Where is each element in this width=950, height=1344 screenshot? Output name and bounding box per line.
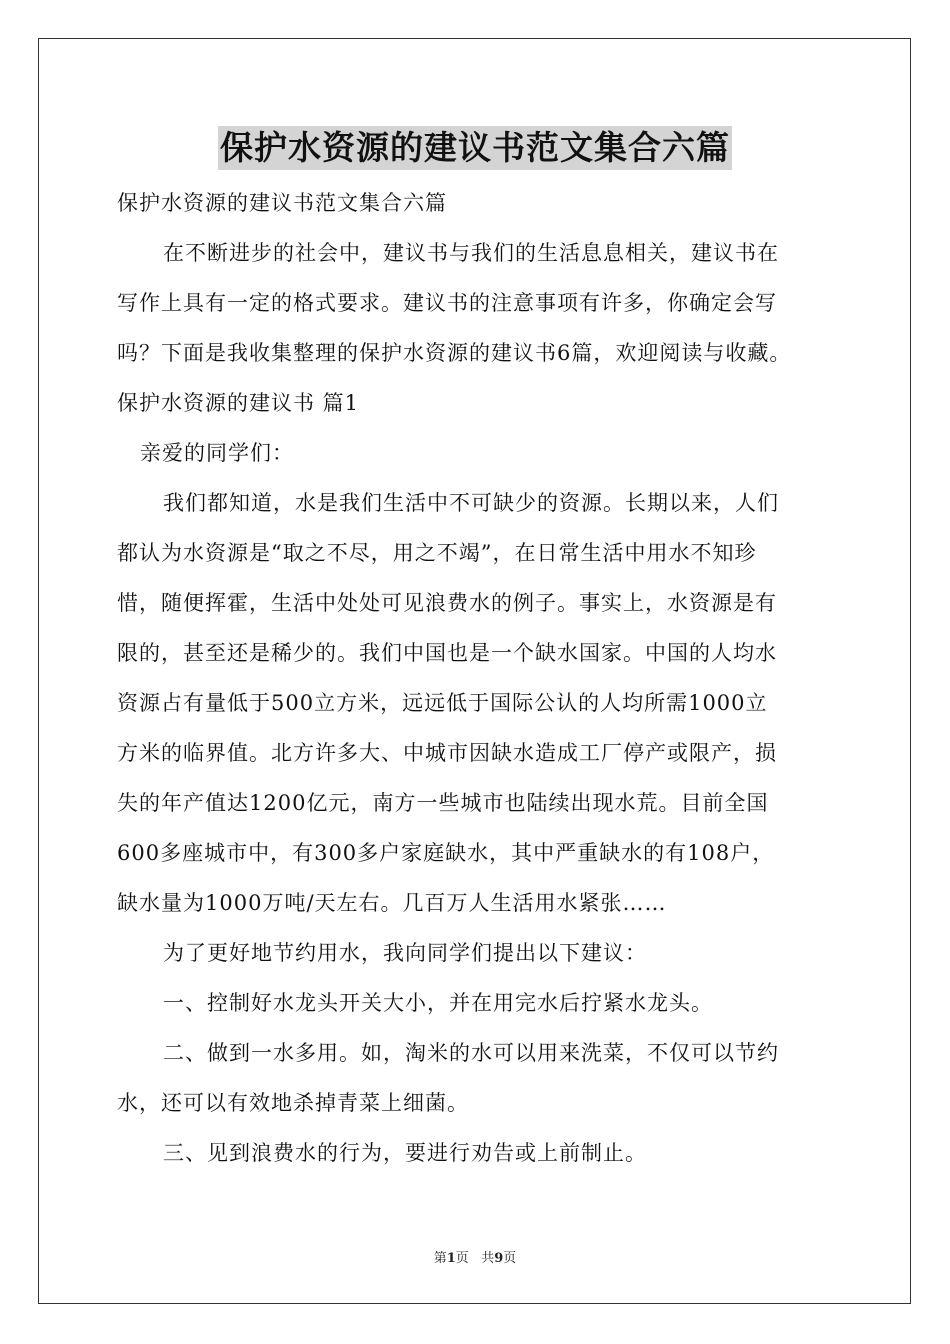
suggestion-item-3: 三、见到浪费水的行为，要进行劝告或上前制止。	[163, 1141, 647, 1165]
body-paragraph-line: 资源占有量低于500立方米，远远低于国际公认的人均所需1000立	[117, 691, 768, 715]
body-paragraph-line: 失的年产值达1200亿元，南方一些城市也陆续出现水荒。目前全国	[117, 791, 769, 815]
salutation: 亲爱的同学们：	[140, 441, 294, 465]
document-title: 保护水资源的建议书范文集合六篇	[218, 126, 732, 170]
body-paragraph-line: 限的，甚至还是稀少的。我们中国也是一个缺水国家。中国的人均水	[117, 641, 777, 665]
page-mid: 页 共	[455, 1251, 495, 1266]
suggestion-item-2: 二、做到一水多用。如，淘米的水可以用来洗菜，不仅可以节约	[163, 1041, 779, 1065]
section-heading: 保护水资源的建议书 篇1	[117, 391, 360, 415]
body-paragraph-line: 惜，随便挥霍，生活中处处可见浪费水的例子。事实上，水资源是有	[117, 591, 777, 615]
page-total: 9	[494, 1251, 504, 1266]
suggestion-item-2-cont: 水，还可以有效地杀掉青菜上细菌。	[117, 1091, 469, 1115]
intro-paragraph-line: 吗？下面是我收集整理的保护水资源的建议书6篇，欢迎阅读与收藏。	[117, 341, 792, 365]
body-paragraph-line: 都认为水资源是“取之不尽，用之不竭”，在日常生活中用水不知珍	[117, 541, 757, 565]
page-suffix: 页	[503, 1251, 517, 1266]
document-body	[117, 178, 837, 1178]
suggestion-item-1: 一、控制好水龙头开关大小，并在用完水后拧紧水龙头。	[163, 991, 713, 1015]
subtitle-line: 保护水资源的建议书范文集合六篇	[117, 191, 447, 215]
page-prefix: 第	[433, 1251, 447, 1266]
intro-paragraph-line: 写作上具有一定的格式要求。建议书的注意事项有许多，你确定会写	[117, 291, 777, 315]
page-footer	[0, 1247, 950, 1266]
body-paragraph-line: 我们都知道，水是我们生活中不可缺少的资源。长期以来，人们	[163, 491, 779, 515]
body-paragraph-line: 方米的临界值。北方许多大、中城市因缺水造成工厂停产或限产，损	[117, 741, 777, 765]
intro-paragraph-line: 在不断进步的社会中，建议书与我们的生活息息相关，建议书在	[163, 241, 779, 265]
body-paragraph-line: 缺水量为1000万吨/天左右。几百万人生活用水紧张……	[117, 891, 667, 915]
suggestion-intro: 为了更好地节约用水，我向同学们提出以下建议：	[163, 941, 647, 965]
body-paragraph-line: 600多座城市中，有300多户家庭缺水，其中严重缺水的有108户，	[117, 841, 775, 865]
page-number: 1	[446, 1251, 456, 1266]
title-container	[0, 126, 950, 170]
